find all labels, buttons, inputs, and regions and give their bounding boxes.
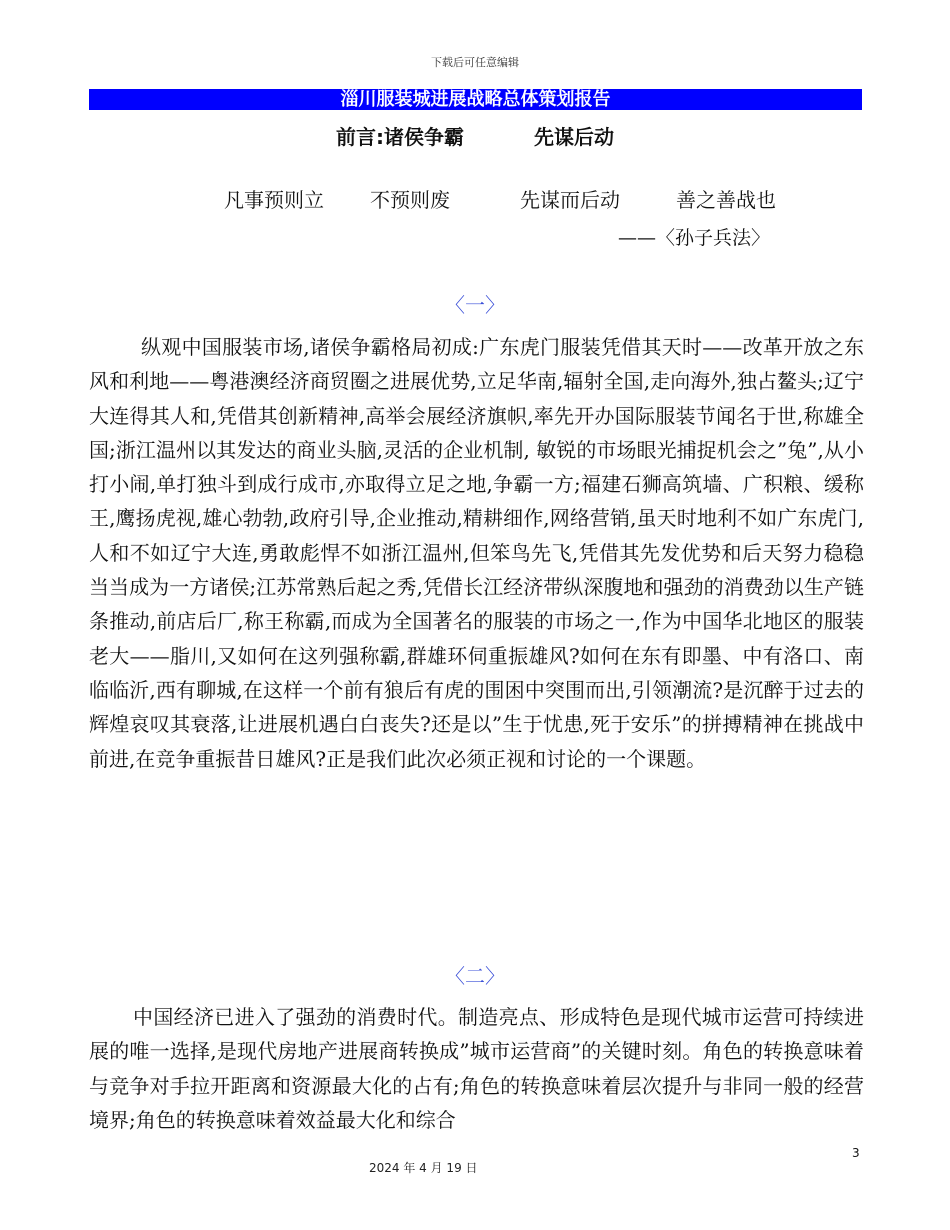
section-mark-1: 〈一〉 [445,293,505,317]
section-paragraph-1: 纵观中国服装市场,诸侯争霸格局初成:广东虎门服装凭借其天时——改革开放之东风和利地——粤港澳经济商贸圈之进展优势,立足华南,辐射全国,走向海外,独占鳌头;辽宁大连得其人和,凭借其创新精神,高举会展经济旗帜,率先开办国际服装节闻名于世,称雄全国;浙江温州以其发达的商业头脑,灵活的企业机制, 敏锐的市场眼光捕捉机会之”兔”,从小打小闹,单打独斗到成行成市,亦取得立足之地,争霸一方;福建石狮高筑墙、广积粮、缓称王,鹰扬虎视,雄心勃勃,政府引导,企业推动,精耕细作,网络营销,虽天时地利不如广东虎门,人和不如辽宁大连,勇敢彪悍不如浙江温州,但笨鸟先飞,凭借其先发优势和后天努力稳稳当当成为一方诸侯;江苏常熟后起之秀,凭借长江经济带纵深腹地和强劲的消费劲以生产链条推动,前店后厂,称王称霸,而成为全国著名的服装的市场之一,作为中国华北地区的服装老大——脂川,又如何在这列强称霸,群雄环伺重振雄风?如何在东有即墨、中有洛口、南临临沂,西有聊城,在这样一个前有狼后有虎的围困中突围而出,引领潮流?是沉醉于过去的辉煌哀叹其衰落,让进展机遇白白丧失?还是以”生于忧患,死于安乐”的拼搏精神在挑战中前进,在竞争重振昔日雄风?正是我们此次必须正视和讨论的一个课题。 [89,335,864,771]
preface-heading-right: 先谋后动 [534,125,614,149]
header-note: 下载后可任意编辑 [431,56,519,69]
footer-date: 2024 年 4 月 19 日 [369,1161,478,1175]
quote-part-3: 先谋而后动 [520,188,620,212]
document-title: 淄川服装城进展战略总体策划报告 [89,89,862,110]
quote-attribution: ——〈孙子兵法〉 [618,227,771,249]
preface-heading-left: 前言:诸侯争霸 [336,125,464,149]
quote-part-2: 不预则废 [370,188,450,212]
section-paragraph-2: 中国经济已进入了强劲的消费时代。制造亮点、形成特色是现代城市运营可持续进展的唯一选择,是现代房地产进展商转换成”城市运营商”的关键时刻。角色的转换意味着与竞争对手拉开距离和资源最大化的占有;角色的转换意味着层次提升与非同一般的经营境界;角色的转换意味着效益最大化和综合 [89,1005,864,1132]
preface-heading [0,124,950,150]
quote-part-1: 凡事预则立 [224,188,324,212]
quote-part-4: 善之善战也 [676,188,776,212]
epigraph-quote [224,186,776,214]
section-mark-2: 〈二〉 [445,964,505,988]
page-number: 3 [852,1146,860,1160]
